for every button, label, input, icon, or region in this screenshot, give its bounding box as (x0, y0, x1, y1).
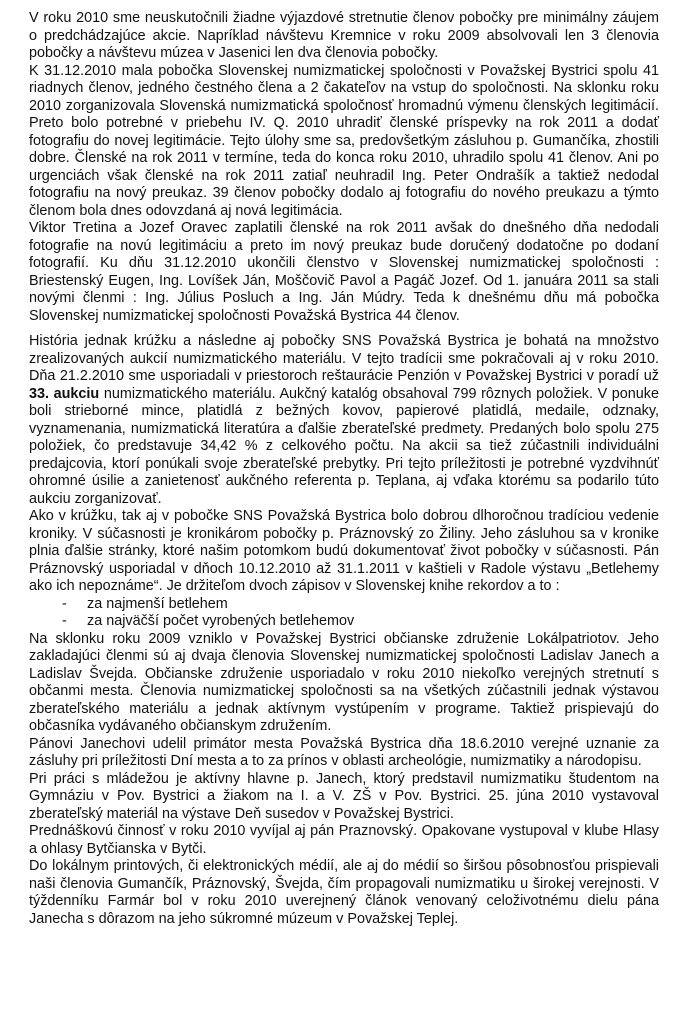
paragraph-youth-work: Pri práci s mládežou je aktívny hlavne p. Janech, ktorý predstavil numizmatiku študentom na Gymnáziu v Pov. Bystrici a žiakom na I. a V. ZŠ v Pov. Bystrici. 25. júna 2010 vystavoval zberateľský materiál na výstave Deň susedov v Považskej Bystrici. (29, 770, 659, 822)
auction-text-start: História jednak krúžku a následne aj pobočky SNS Považská Bystrica je bohatá na množstvo zrealizovaných aukcií numizmatického materiálu. V tejto tradícii sme pokračovali aj v roku 2010. Dňa 21.2.2010 sme usporiadali v priestoroch reštaurácie Penzión v Považskej Bystrici v poradí už (29, 333, 659, 384)
list-item (62, 613, 659, 631)
paragraph-lectures: Prednáškovú činnosť v roku 2010 vyvíjal aj pán Praznovský. Opakovane vystupoval v klube Hlasy a ohlasy Bytčianska v Bytči. (29, 823, 659, 857)
dash-bullet: - (62, 595, 67, 612)
records-list (29, 596, 659, 631)
list-item (62, 596, 659, 614)
paragraph-civic-association: Na sklonku roku 2009 vzniklo v Považskej Bystrici občianske združenie Lokálpatriotov. Jeho zakladajúci členmi sú aj dvaja členovia Slovenskej numizmatickej spoločnosti Ladislav Janech a Ladislav Švejda. Občianske združenie usporiadalo v roku 2010 niekoľko verejných stretnutí s občanmi mesta. Členovia numizmatickej spoločnosti sa na všetkých zúčastnili jednak výstavou zberateľského materiálu a jednak aktívnym vystúpením v programe. Taktiež prispievajú do občasníka vydávaného občianskym združením. (29, 630, 659, 734)
list-item-text: za najväčší počet vyrobených betlehemov (87, 613, 355, 629)
paragraph-auction (29, 333, 659, 508)
dash-bullet: - (62, 613, 67, 629)
paragraph-media: Do lokálnym printových, či elektronických médií, ale aj do médií so širšou pôsobnosťou prispievali naši členovia Gumančík, Práznovský, Švejda, čím propagovali numizmatiku u širokej verejnosti. V týždenníku Farmár bol v roku 2010 uverejnený článok venovaný celoživotnému dielu pána Janecha s dôrazom na jeho súkromné múzeum v Považskej Teplej. (29, 858, 659, 927)
auction-number-bold: 33. aukciu (29, 385, 100, 402)
paragraph-award: Pánovi Janechovi udelil primátor mesta Považská Bystrica dňa 18.6.2010 verejné uznanie za zásluhy pri príležitosti Dní mesta a to za prínos v oblasti archeológie, numizmatiky a národopisu. (29, 735, 659, 769)
paragraph-chronicle: Ako v krúžku, tak aj v pobočke SNS Považská Bystrica bolo dobrou dlhoročnou tradíciou vedenie kroniky. V súčasnosti je kronikárom pobočky p. Práznovský zo Žiliny. Jeho zásluhou sa v kronike plnia ďalšie stránky, ktoré našim potomkom budú dokumentovať život pobočky v súčasnosti. Pán Práznovský usporiadal v dňoch 10.12.2010 až 31.1.2011 v kaštieli v Radole výstavu „Betlehemy ako ich nepoznáme“. Je držiteľom dvoch zápisov v Slovenskej knihe rekordov a to : (29, 508, 659, 594)
paragraph-membership-changes: Viktor Tretina a Jozef Oravec zaplatili členské na rok 2011 avšak do dnešného dňa nedodali fotografie na novú legitimáciu a preto im nový preukaz bude doručený dodatočne po dodaní fotografií. Ku dňu 31.12.2010 ukončili členstvo v Slovenskej numizmatickej spoločnosti : Briestenský Eugen, Ing. Lovíšek Ján, Moščovič Pavol a Pagáč Jozef. Od 1. januára 2011 sa stali novými členmi : Ing. Július Posluch a Ing. Ján Múdry. Teda k dnešnému dňu má pobočka Slovenskej numizmatickej spoločnosti Považská Bystrica 44 členov. (29, 220, 659, 324)
paragraph-gap (29, 325, 659, 333)
auction-text-end: numizmatického materiálu. Aukčný katalóg obsahoval 799 rôznych položiek. V ponuke boli strieborné mince, platidlá z bežných kovov, papierové platidlá, medaile, odznaky, vyznamenania, numizmatická literatúra a ďalšie zberateľské predmety. Predaných bolo spolu 275 položiek, čo predstavuje 34,42 % z celkového počtu. Na akcii sa tiež zúčastnili individuálni predajcovia, ktorí ponúkali svoje zberateľské prebytky. Pri tejto príležitosti je potrebné vyzdvihnúť ohromné úsilie a zanietenosť aukčného referenta p. Teplana, aj vďaka ktorému sa podarilo túto aukciu zorganizovať. (29, 385, 659, 507)
paragraph-excursions: V roku 2010 sme neuskutočnili žiadne výjazdové stretnutie členov pobočky pre minimálny záujem o predchádzajúce akcie. Napríklad návštevu Kremnice v roku 2009 absolvovali len 3 členovia pobočky a návštevu múzea v Jasenici len dva členovia pobočky. (29, 10, 659, 61)
list-item-text: za najmenší betlehem (87, 595, 228, 612)
paragraph-membership: K 31.12.2010 mala pobočka Slovenskej numizmatickej spoločnosti v Považskej Bystrici spolu 41 riadnych členov, jedného čestného člena a 2 čakateľov na vstup do spoločnosti. Na sklonku roku 2010 zorganizovala Slovenská numizmatická spoločnosť hromadnú výmenu členských legitimácií. Preto bolo potrebné v priebehu IV. Q. 2010 uhradiť členské príspevky na rok 2011 a dodať fotografiu do novej legitimácie. Tejto úlohy sme sa, predovšetkým zásluhou p. Gumančíka, zhostili dobre. Členské na rok 2011 v termíne, teda do konca roku 2010, uhradilo spolu 41 členov. Ani po urgenciách však členské na rok 2011 zatiaľ neuhradil Ing. Peter Ondrašík a taktiež nedodal fotografiu na nový preukaz. 39 členov pobočky dodalo aj fotografiu do nového preukazu a týmto členom bola dnes odovzdaná aj nová legitimácia. (29, 62, 659, 219)
